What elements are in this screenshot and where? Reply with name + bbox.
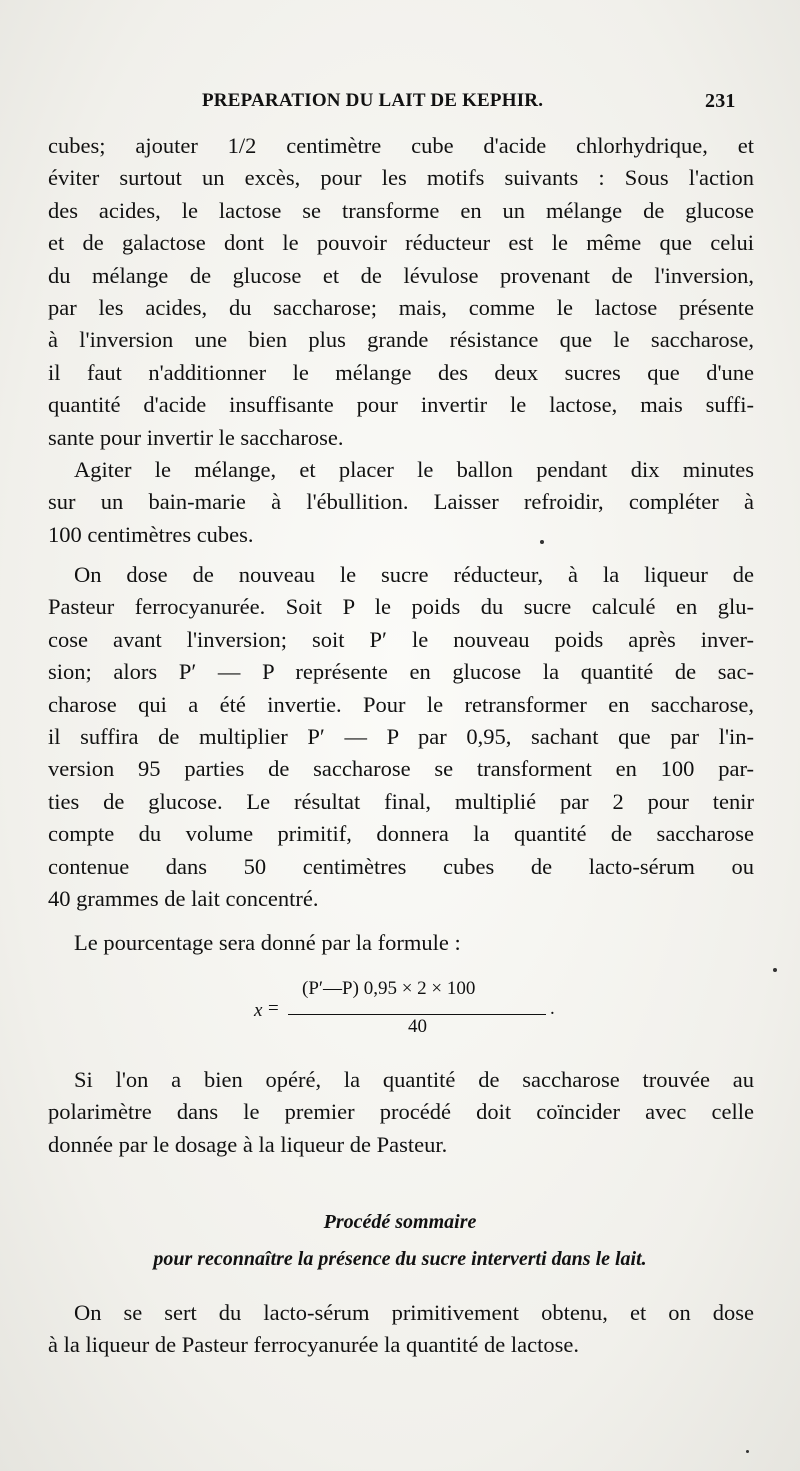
- text-line: Agiter le mélange, et placer le ballon pendant dix minutes: [74, 457, 754, 482]
- text-line: sion; alors P′ — P représente en glucose la quantité de sac-: [48, 659, 754, 685]
- text-line: il suffira de multiplier P′ — P par 0,95, sachant que par l'in-: [48, 723, 754, 749]
- text-line: cubes; ajouter 1/2 centimètre cube d'acide chlorhydrique, et: [48, 133, 754, 158]
- text-line: On dose de nouveau le sucre réducteur, à la liqueur de: [74, 562, 754, 587]
- text-line: version 95 parties de saccharose se transforment en 100 par-: [48, 756, 754, 782]
- percentage-formula: [254, 978, 564, 1048]
- text-line: du mélange de glucose et de lévulose provenant de l'inversion,: [48, 262, 754, 288]
- running-header: [0, 86, 800, 116]
- text-line: à la liqueur de Pasteur ferrocyanurée la quantité de lactose.: [48, 1332, 580, 1358]
- page-number: 231: [705, 90, 736, 112]
- paragraph-acid-inversion: [48, 130, 754, 454]
- paragraph-heating: [48, 454, 754, 551]
- text-line: 100 centimètres cubes.: [48, 521, 254, 547]
- text-line: des acides, le lactose se transforme en un mélange de glucose: [48, 197, 754, 223]
- text-line: Pasteur ferrocyanurée. Soit P le poids du sucre calculé en glu-: [48, 594, 754, 620]
- text-line: quantité d'acide insuffisante pour invertir le lactose, mais suffi-: [48, 392, 754, 418]
- fraction-bar: [288, 1014, 546, 1015]
- paragraph-polarimeter: [48, 1064, 754, 1161]
- text-line: il faut n'additionner le mélange des deux sucres que d'une: [48, 359, 754, 385]
- text-line: contenue dans 50 centimètres cubes de lacto-sérum ou: [48, 853, 754, 879]
- ink-speck: [540, 540, 544, 544]
- text-line: par les acides, du saccharose; mais, comme le lactose présente: [48, 294, 754, 320]
- text-line: compte du volume primitif, donnera la quantité de saccharose: [48, 821, 754, 847]
- text-line: et de galactose dont le pouvoir réducteur est le même que celui: [48, 230, 754, 256]
- text-line: On se sert du lacto-sérum primitivement obtenu, et on dose: [74, 1300, 754, 1325]
- formula-equals: =: [268, 998, 279, 1019]
- text-line: Si l'on a bien opéré, la quantité de saccharose trouvée au: [74, 1067, 754, 1092]
- text-line: 40 grammes de lait concentré.: [48, 885, 319, 911]
- text-line: éviter surtout un excès, pour les motifs suivants : Sous l'action: [48, 165, 754, 191]
- formula-denominator: 40: [408, 1016, 427, 1037]
- text-line: sante pour invertir le saccharose.: [48, 424, 344, 450]
- paragraph-summary-method: [48, 1297, 754, 1362]
- formula-numerator: (P′—P) 0,95 × 2 × 100: [302, 978, 476, 999]
- text-line: à l'inversion une bien plus grande résistance que le saccharose,: [48, 327, 754, 353]
- text-line: charose qui a été invertie. Pour le retransformer en saccharose,: [48, 691, 754, 717]
- running-title: PREPARATION DU LAIT DE KEPHIR.: [202, 90, 544, 111]
- ink-speck: [746, 1450, 749, 1453]
- text-line: Le pourcentage sera donné par la formule :: [74, 930, 461, 955]
- paragraph-reducing-sugar: [48, 559, 754, 915]
- text-line: ties de glucose. Le résultat final, multiplié par 2 pour tenir: [48, 788, 754, 814]
- paragraph-percentage: [48, 927, 754, 959]
- section-title: Procédé sommaire: [323, 1211, 477, 1233]
- text-line: cose avant l'inversion; soit P′ le nouveau poids après inver-: [48, 626, 754, 652]
- ink-speck: [773, 968, 777, 972]
- section-subtitle: pour reconnaître la présence du sucre interverti dans le lait.: [153, 1248, 647, 1270]
- text-line: donnée par le dosage à la liqueur de Pasteur.: [48, 1131, 448, 1157]
- text-line: polarimètre dans le premier procédé doit coïncider avec celle: [48, 1099, 754, 1125]
- text-line: sur un bain-marie à l'ébullition. Laisser refroidir, compléter à: [48, 489, 754, 515]
- formula-period: .: [550, 998, 555, 1019]
- formula-variable: x: [254, 1000, 263, 1021]
